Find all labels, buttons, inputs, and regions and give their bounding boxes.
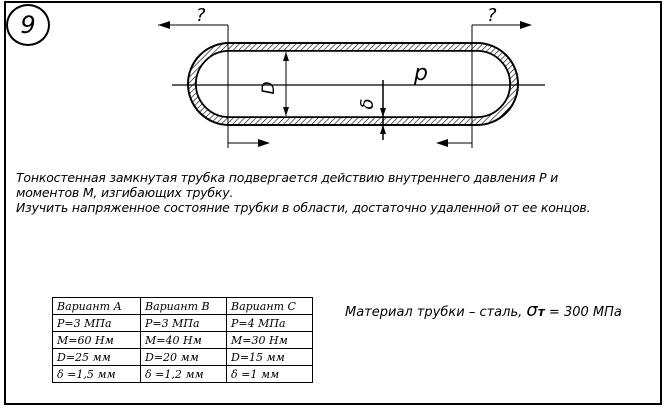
moment-arrow-right-top: [520, 21, 532, 29]
table-cell: M=40 Нм: [141, 332, 227, 349]
table-cell: δ =1 мм: [227, 366, 313, 383]
table-row: [53, 332, 313, 349]
moment-arrow-left-bottom: [258, 139, 270, 147]
table-row: [53, 349, 313, 366]
label-D: D: [259, 81, 279, 95]
table-cell: D=20 мм: [141, 349, 227, 366]
statement-line-2: моментов M, изгибающих трубку.: [16, 185, 234, 200]
table-cell: P=3 МПа: [141, 315, 227, 332]
material-value: = 300 МПа: [544, 305, 622, 320]
header-variant-b: Вариант В: [141, 298, 227, 315]
table-cell: M=30 Нм: [227, 332, 313, 349]
question-right: ?: [487, 5, 497, 26]
header-variant-a: Вариант А: [53, 298, 141, 315]
table-cell: δ =1,2 мм: [141, 366, 227, 383]
header-variant-c: Вариант С: [227, 298, 313, 315]
problem-number: 9: [6, 4, 50, 46]
sigma-subscript: т: [537, 305, 545, 319]
table-cell: D=25 мм: [53, 349, 141, 366]
question-left: ?: [196, 5, 206, 26]
table-header-row: [53, 298, 313, 315]
table-cell: P=3 МПа: [53, 315, 141, 332]
table-cell: M=60 Нм: [53, 332, 141, 349]
table-row: [53, 315, 313, 332]
material-prefix: Материал трубки – сталь,: [345, 305, 523, 320]
variants-table: [52, 297, 313, 383]
table-cell: P=4 МПа: [227, 315, 313, 332]
statement-line-1: Тонкостенная замкнутая трубка подвергается действию внутреннего давления P и: [16, 170, 559, 185]
problem-statement: [16, 170, 656, 215]
material-note: [345, 300, 622, 321]
sigma-symbol: σ: [526, 300, 538, 321]
table-cell: δ =1,5 мм: [53, 366, 141, 383]
moment-arrow-left-top: [158, 21, 170, 29]
label-delta: δ: [357, 98, 378, 110]
moment-arrow-right-bottom: [436, 139, 448, 147]
statement-line-3: Изучить напряженное состояние трубки в области, достаточно удаленной от ее концов.: [16, 200, 591, 215]
table-row: [53, 366, 313, 383]
label-p: p: [414, 61, 428, 86]
table-cell: D=15 мм: [227, 349, 313, 366]
